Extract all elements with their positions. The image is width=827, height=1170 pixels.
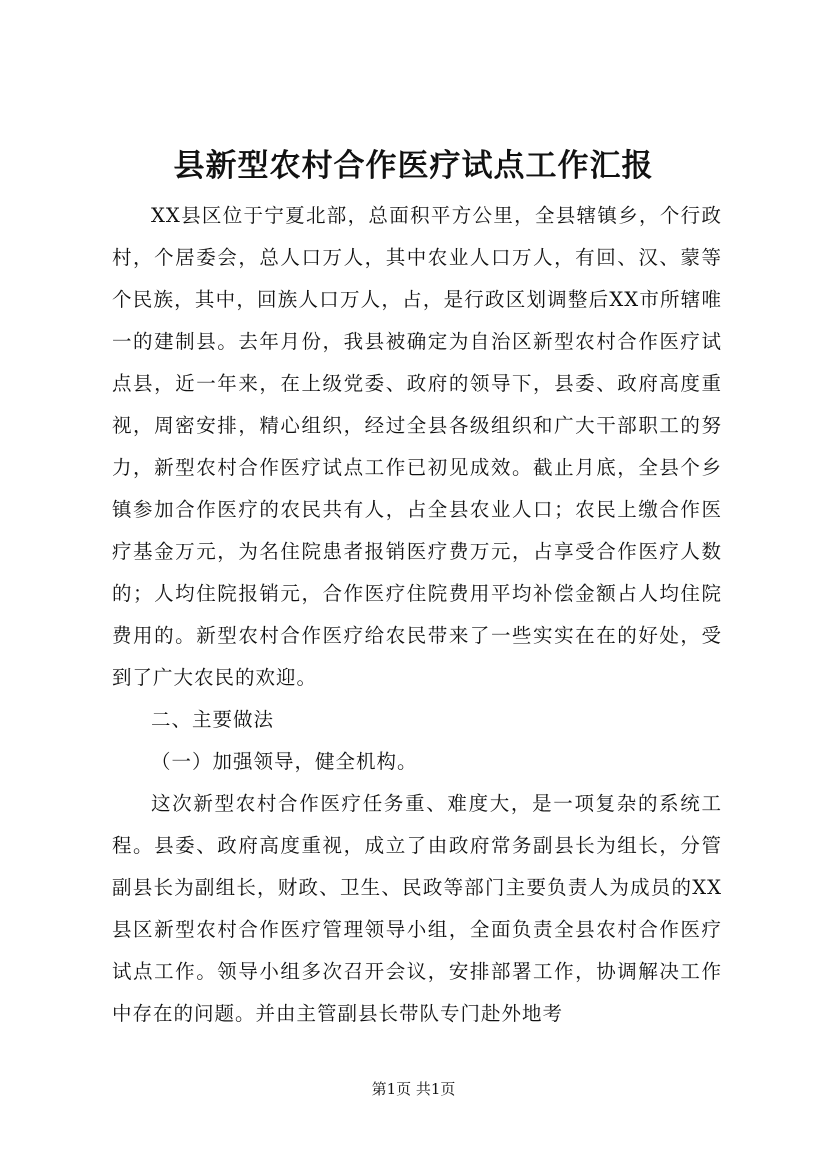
- document-body: [112, 195, 722, 1035]
- page-number-footer: 第1页 共1页: [371, 1080, 456, 1098]
- subsection-heading-leadership: （一）加强领导，健全机构。: [151, 750, 418, 773]
- intro-paragraph: XX县区位于宁夏北部，总面积平方公里，全县辖镇乡，个行政村，个居委会，总人口万人，其中农业人口万人，有回、汉、蒙等个民族，其中，回族人口万人，占，是行政区划调整后XX市所辖唯一的建制县。去年月份，我县被确定为自治区新型农村合作医疗试点县，近一年来，在上级党委、政府的领导下，县委、政府高度重视，周密安排，精心组织，经过全县各级组织和广大干部职工的努力，新型农村合作医疗试点工作已初见成效。截止月底，全县个乡镇参加合作医疗的农民共有人，占全县农业人口；农民上缴合作医疗基金万元，为名住院患者报销医疗费万元，占享受合作医疗人数的；人均住院报销元，合作医疗住院费用平均补偿金额占人均住院费用的。新型农村合作医疗给农民带来了一些实实在在的好处，受到了广大农民的欢迎。: [112, 204, 722, 689]
- leadership-paragraph: 这次新型农村合作医疗任务重、难度大，是一项复杂的系统工程。县委、政府高度重视，成立了由政府常务副县长为组长，分管副县长为副组长，财政、卫生、民政等部门主要负责人为成员的XX县区新型农村合作医疗管理领导小组，全面负责全县农村合作医疗试点工作。领导小组多次召开会议，安排部署工作，协调解决工作中存在的问题。并由主管副县长带队专门赴外地考: [112, 792, 722, 1025]
- section-heading-main-practices: 二、主要做法: [151, 708, 275, 731]
- document-title: 县新型农村合作医疗试点工作汇报: [173, 148, 654, 184]
